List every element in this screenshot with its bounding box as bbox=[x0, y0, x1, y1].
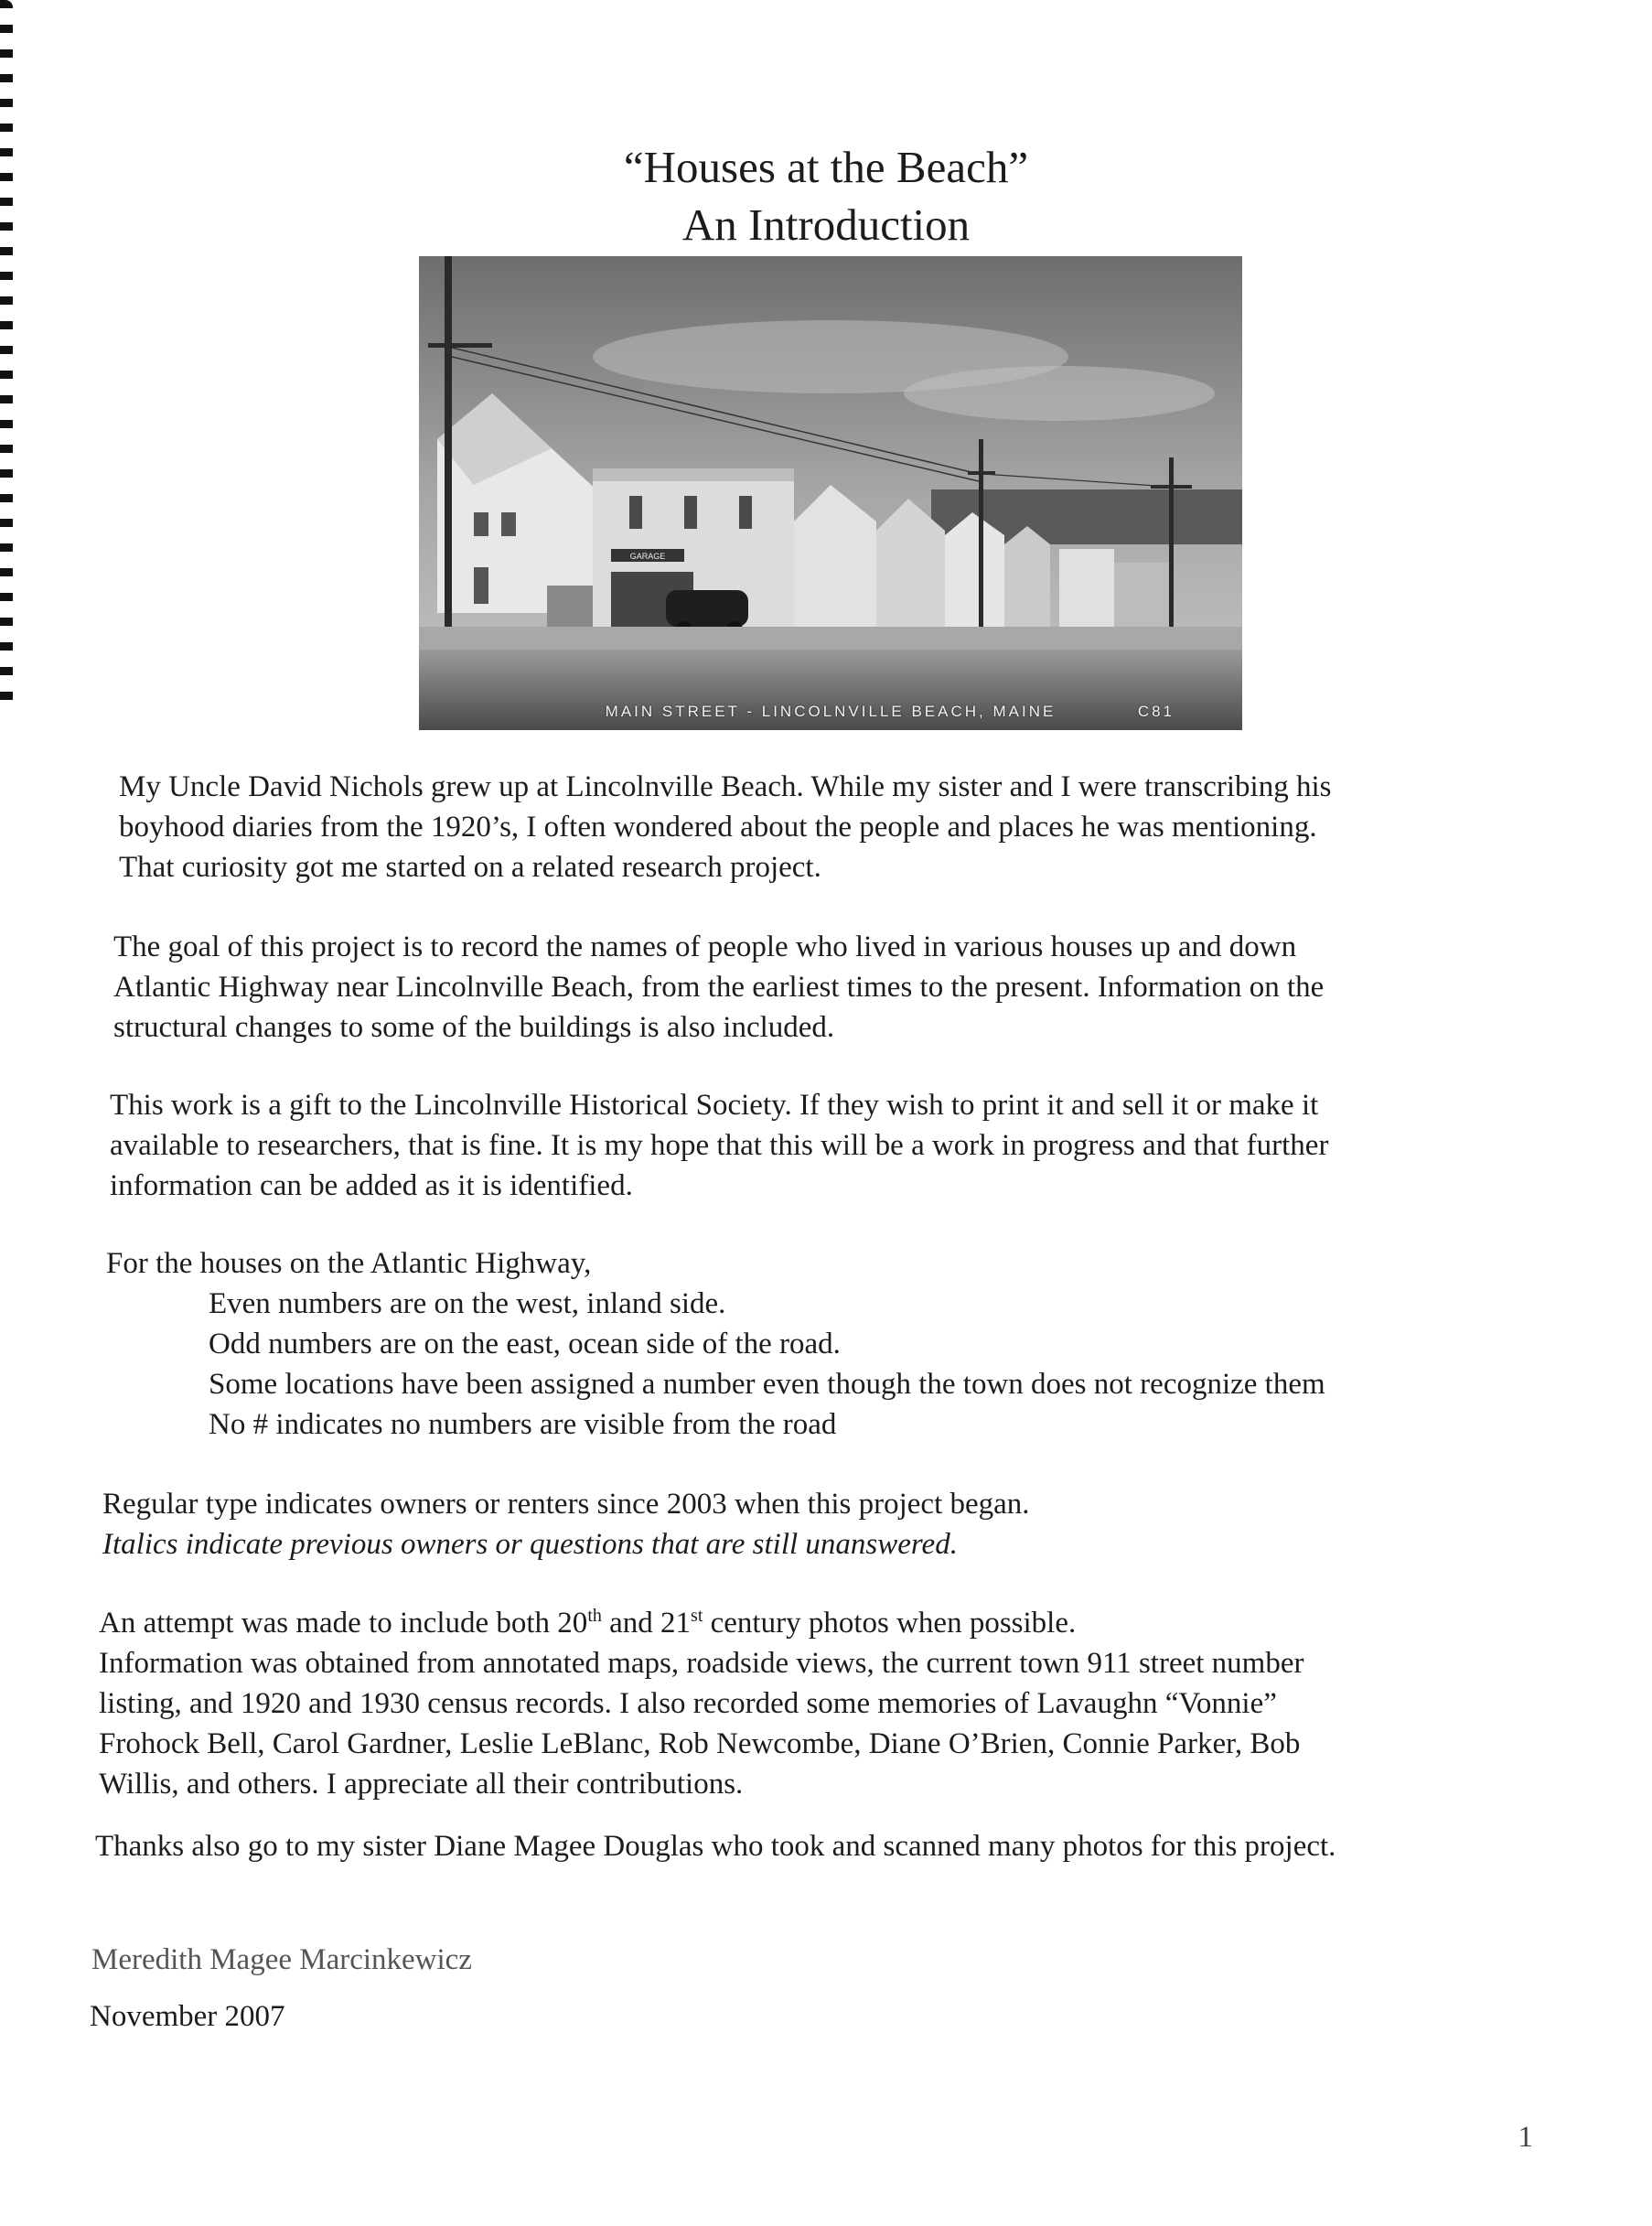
text-line: My Uncle David Nichols grew up at Lincolnville Beach. While my sister and I were transcribing his bbox=[119, 770, 1332, 803]
text-line: Frohock Bell, Carol Gardner, Leslie LeBlanc, Rob Newcombe, Diane O’Brien, Connie Parker, Bob bbox=[99, 1727, 1301, 1760]
text-line: For the houses on the Atlantic Highway, bbox=[106, 1247, 592, 1280]
page-subtitle: An Introduction bbox=[681, 199, 971, 250]
list-item: Odd numbers are on the east, ocean side of the road. bbox=[209, 1328, 841, 1360]
text-line: That curiosity got me started on a related research project. bbox=[119, 851, 821, 884]
text-line: The goal of this project is to record the names of people who lived in various houses up and down bbox=[113, 930, 1297, 963]
list-item: Some locations have been assigned a number even though the town does not recognize them bbox=[209, 1368, 1325, 1401]
text-line: Atlantic Highway near Lincolnville Beach, from the earliest times to the present. Information on the bbox=[113, 971, 1325, 1004]
page-title: “Houses at the Beach” bbox=[623, 142, 1029, 192]
text-line: listing, and 1920 and 1930 census records. I also recorded some memories of Lavaughn “Vonnie” bbox=[99, 1687, 1277, 1720]
italic-type-note: Italics indicate previous owners or questions that are still unanswered. bbox=[102, 1528, 958, 1561]
list-item: No # indicates no numbers are visible from the road bbox=[209, 1408, 837, 1441]
paragraph-type-legend bbox=[102, 1484, 1030, 1565]
regular-type-note: Regular type indicates owners or renters since 2003 when this project began. bbox=[102, 1488, 1030, 1521]
main-street-illustration bbox=[419, 256, 1242, 730]
text-line: boyhood diaries from the 1920’s, I often wondered about the people and places he was mentioning. bbox=[119, 811, 1317, 844]
paragraph-gift bbox=[110, 1085, 1328, 1206]
text-line: Willis, and others. I appreciate all their contributions. bbox=[99, 1768, 744, 1801]
paragraph-goal bbox=[113, 927, 1324, 1048]
text-line: available to researchers, that is fine. It is my hope that this will be a work in progress and that further bbox=[110, 1129, 1329, 1162]
list-item: Even numbers are on the west, inland side. bbox=[209, 1287, 726, 1320]
paragraph-intro bbox=[119, 767, 1331, 887]
postcard-photo bbox=[419, 256, 1242, 730]
signature-date: November 2007 bbox=[90, 2000, 285, 2033]
page-number: 1 bbox=[1518, 2121, 1533, 2154]
text-line: Information was obtained from annotated maps, roadside views, the current town 911 street number bbox=[99, 1647, 1304, 1680]
paragraph-sources bbox=[99, 1603, 1304, 1804]
text-line: This work is a gift to the Lincolnville Historical Society. If they wish to print it and sell it or make it bbox=[110, 1089, 1319, 1122]
text-line: structural changes to some of the buildings is also included. bbox=[113, 1011, 835, 1044]
signature-name: Meredith Magee Marcinkewicz bbox=[91, 1943, 472, 1976]
text-line: Thanks also go to my sister Diane Magee Douglas who took and scanned many photos for this project. bbox=[95, 1830, 1336, 1863]
spiral-binding bbox=[0, 0, 13, 714]
garage-sign: GARAGE bbox=[629, 552, 666, 561]
paragraph-thanks bbox=[95, 1826, 1336, 1866]
photo-caption: MAIN STREET - LINCOLNVILLE BEACH, MAINE bbox=[605, 703, 1057, 720]
text-line: information can be added as it is identified. bbox=[110, 1169, 633, 1202]
text-line: An attempt was made to include both 20th and 21st century photos when possible. bbox=[99, 1606, 1077, 1640]
paragraph-numbering bbox=[106, 1243, 1325, 1445]
photo-code: C81 bbox=[1137, 703, 1175, 720]
